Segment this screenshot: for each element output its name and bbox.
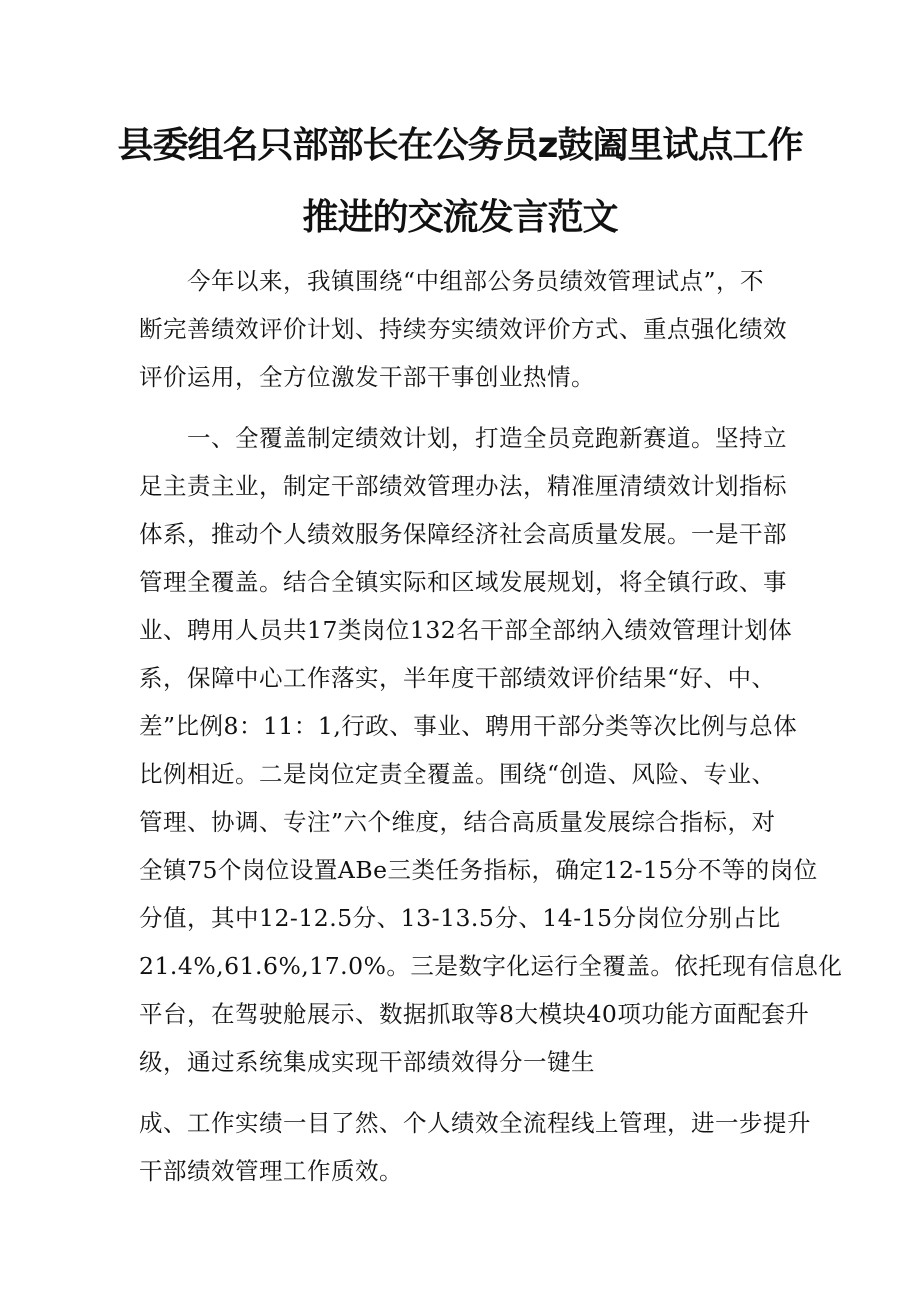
body-line: 体系，推动个人绩效服务保障经济社会高质量发展。一是干部 [139, 520, 787, 548]
body-line: 管理全覆盖。结合全镇实际和区域发展规划，将全镇行政、事 [139, 568, 787, 596]
body-line: 管理、协调、专注”六个维度，结合高质量发展综合指标，对 [139, 808, 776, 836]
body-line: 评价运用，全方位激发干部干事创业热情。 [139, 363, 595, 391]
body-line: 分值，其中12-12.5分、13-13.5分、14-15分岗位分别占比 [139, 904, 781, 932]
body-line: 今年以来，我镇围绕“中组部公务员绩效管理试点”，不 [139, 267, 765, 295]
body-line: 级，通过系统集成实现干部绩效得分一键生 [139, 1048, 595, 1076]
body-line: 一、全覆盖制定绩效计划，打造全员竞跑新赛道。坚持立 [139, 424, 787, 452]
body-line: 21.4%,61.6%,17.0%。三是数字化运行全覆盖。依托现有信息化 [139, 952, 843, 980]
body-line: 成、工作实绩一目了然、个人绩效全流程线上管理，进一步提升 [139, 1109, 811, 1137]
body-line: 比例相近。二是岗位定责全覆盖。围绕“创造、风险、专业、 [139, 760, 776, 788]
body-line: 业、聘用人员共17类岗位132名干部全部纳入绩效管理计划体 [139, 616, 793, 644]
document-title-line-1: 县委组名只部部长在公务员z鼓阖里试点工作 [117, 125, 803, 166]
body-line: 全镇75个岗位设置ABe三类任务指标，确定12-15分不等的岗位 [139, 856, 818, 884]
body-line: 断完善绩效评价计划、持续夯实绩效评价方式、重点强化绩效 [139, 315, 787, 343]
body-line: 差”比例8：11：1,行政、事业、聘用干部分类等次比例与总体 [139, 712, 798, 740]
body-line: 平台，在驾驶舱展示、数据抓取等8大模块40项功能方面配套升 [139, 1000, 810, 1028]
body-line: 干部绩效管理工作质效。 [139, 1157, 403, 1185]
body-line: 足主责主业，制定干部绩效管理办法，精准厘清绩效计划指标 [139, 472, 787, 500]
body-line: 系，保障中心工作落实，半年度干部绩效评价结果“好、中、 [139, 664, 776, 692]
document-title-line-2: 推进的交流发言范文 [302, 197, 618, 238]
